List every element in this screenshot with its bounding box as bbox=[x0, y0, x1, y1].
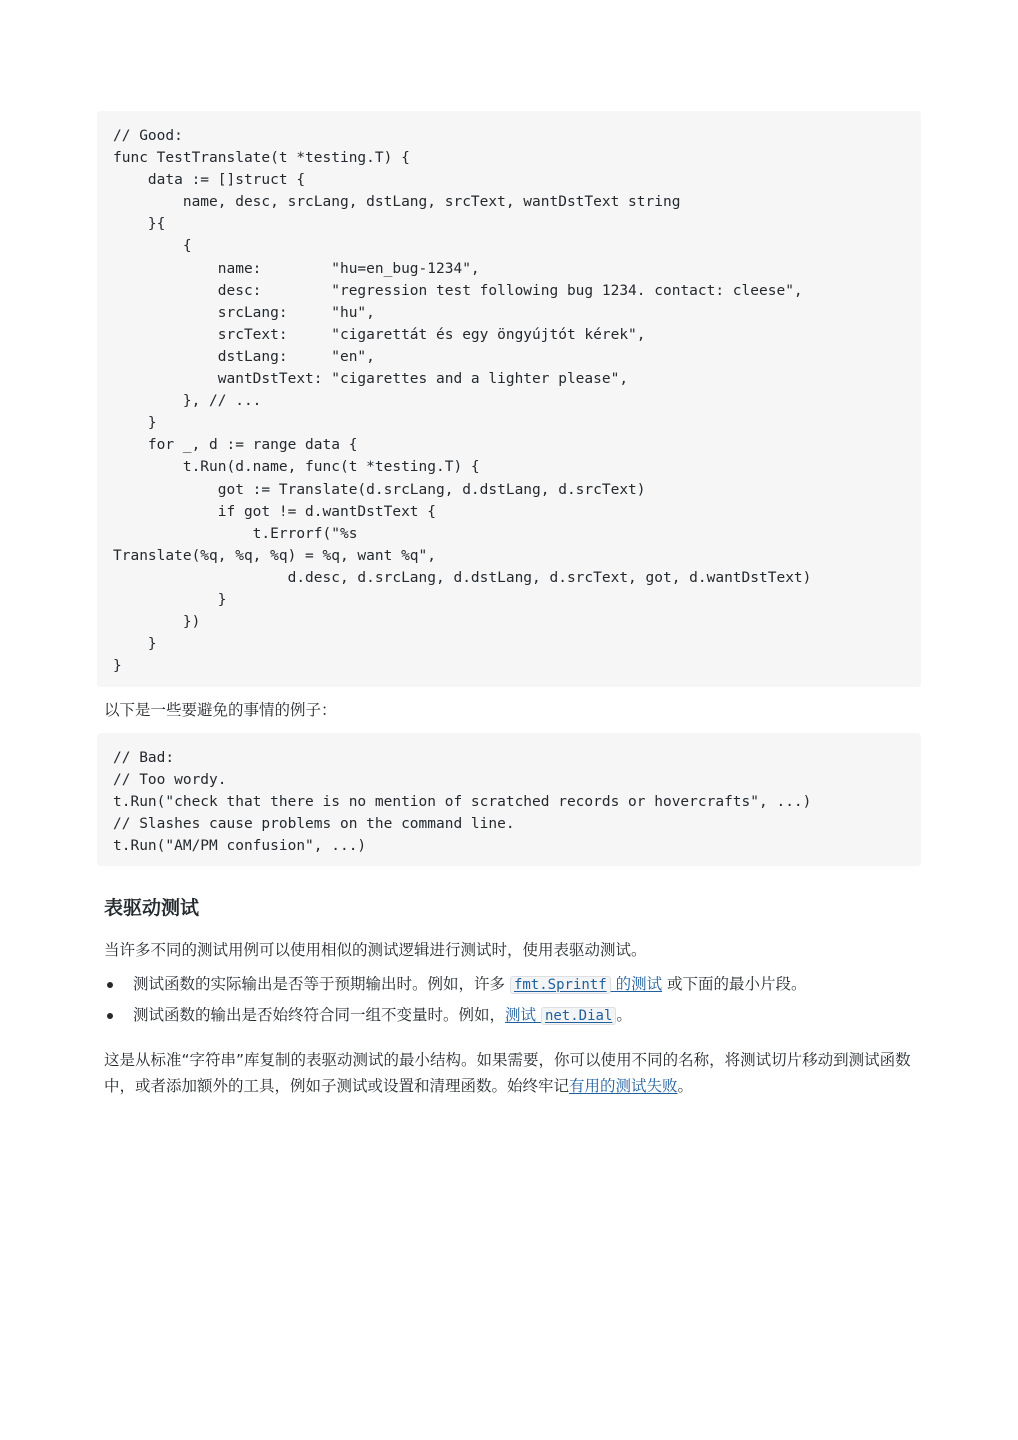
bullet-text: 测试函数的输出是否始终符合同一组不变量时。例如， bbox=[133, 1006, 506, 1024]
bullet-dot-icon bbox=[107, 982, 113, 988]
code-good-text: // Good: func TestTranslate(t *testing.T) { data := []struct { name, desc, srcLang, dstLang, srcText, wantDstText string }{ { name: "hu=en_bug-1234", desc: "regression test following bug 1234. contact: cleese", srcLang: "hu", srcText: "cigarettát és egy öngyújtót kérek", dstLang: "en", wantDstText: "cigarettes and a lighter please", }, // ... } for _, d := range data { t.Run(d.name, func(t *testing.T) { got := Translate(d.srcLang, d.dstLang, d.srcText) if got != d.wantDstText { t.Errorf("%s Translate(%q, %q, %q) = %q, want %q", d.desc, d.srcLang, d.dstLang, d.srcText, got, d.wantDstText) } }) } } bbox=[113, 128, 812, 675]
link-text: 测试 bbox=[505, 1006, 541, 1024]
bullet-text-after: 或下面的最小片段。 bbox=[662, 975, 807, 993]
net-dial-tests-link[interactable] bbox=[505, 1006, 616, 1024]
bullet-text: 测试函数的实际输出是否等于预期输出时。例如，许多 bbox=[133, 975, 510, 993]
code-block-good bbox=[97, 111, 921, 687]
list-item bbox=[104, 971, 924, 1002]
structure-paragraph bbox=[104, 1047, 924, 1099]
structure-text-after: 。 bbox=[677, 1077, 694, 1095]
useful-test-failures-link[interactable]: 有用的测试失败 bbox=[569, 1077, 678, 1095]
fmt-sprintf-code: fmt.Sprintf bbox=[510, 976, 611, 994]
structure-text: 这是从标准“字符串”库复制的表驱动测试的最小结构。如果需要，你可以使用不同的名称，将测试切片移动到测试函数中，或者添加额外的工具，例如子测试或设置和清理函数。始终牢记 bbox=[104, 1051, 911, 1095]
net-dial-code: net.Dial bbox=[541, 1007, 616, 1025]
code-bad-text: // Bad: // Too wordy. t.Run("check that there is no mention of scratched records or hovercrafts", ...) // Slashes cause problems on the command line. t.Run("AM/PM confusion", ...) bbox=[113, 750, 812, 855]
when-paragraph: 当许多不同的测试用例可以使用相似的测试逻辑进行测试时，使用表驱动测试。 bbox=[104, 941, 647, 959]
bullet-text-after: 。 bbox=[616, 1006, 632, 1024]
link-text: 的测试 bbox=[610, 975, 663, 993]
fmt-sprintf-tests-link[interactable] bbox=[510, 975, 662, 993]
bullet-list bbox=[104, 971, 924, 1033]
code-block-bad bbox=[97, 733, 921, 866]
intro-bad-paragraph: 以下是一些要避免的事情的例子： bbox=[104, 701, 337, 719]
section-heading: 表驱动测试 bbox=[104, 897, 200, 919]
bullet-dot-icon bbox=[107, 1013, 113, 1019]
list-item bbox=[104, 1002, 924, 1033]
